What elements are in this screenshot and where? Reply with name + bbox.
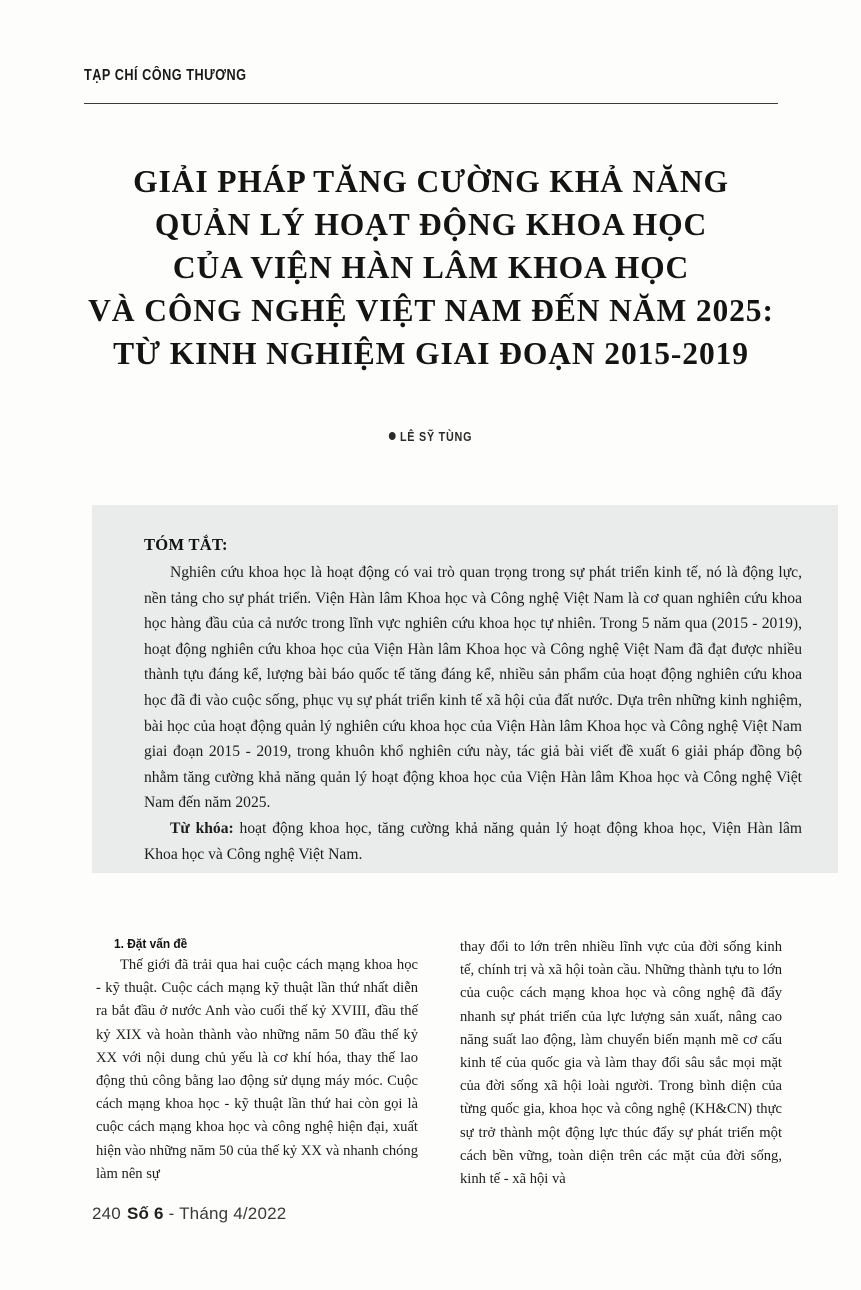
abstract-panel — [92, 505, 838, 873]
right-column-paragraph: thay đổi to lớn trên nhiều lĩnh vực của đời sống kinh tế, chính trị và xã hội toàn cầu. Những thành tựu to lớn của cuộc cách mạng khoa học và công nghệ đã đẩy nhanh sự phát triển của lực lượng sản xuất, nâng cao năng suất lao động, làm chuyển biến mạnh mẽ cơ cấu kinh tế của quốc gia và làm thay đổi sâu sắc mọi mặt của đời sống xã hội loài người. Trong bình diện của từng quốc gia, khoa học và công nghệ (KH&CN) thực sự trở thành một động lực thúc đẩy sự phát triển một cách bền vững, toàn diện trên các mặt của đời sống, kinh tế - xã hội và — [460, 939, 782, 1188]
running-header — [84, 68, 778, 84]
section-heading-1: 1. Đặt vấn đề — [114, 936, 188, 951]
author-byline — [66, 428, 796, 446]
header-divider — [84, 103, 778, 104]
title-line-3: CỦA VIỆN HÀN LÂM KHOA HỌC — [172, 250, 690, 285]
bullet-icon — [389, 432, 396, 440]
journal-name: TẠP CHÍ CÔNG THƯƠNG — [84, 67, 247, 84]
page-footer — [92, 1204, 286, 1224]
abstract-heading: TÓM TẮT: — [144, 535, 228, 554]
right-column — [460, 936, 782, 1188]
title-line-4: VÀ CÔNG NGHỆ VIỆT NAM ĐẾN NĂM 2025: — [88, 293, 774, 328]
abstract-keywords — [144, 816, 802, 867]
author-name: LÊ SỸ TÙNG — [400, 430, 473, 444]
title-line-5: TỪ KINH NGHIỆM GIAI ĐOẠN 2015-2019 — [113, 336, 749, 371]
article-title — [66, 160, 796, 375]
body-columns — [96, 936, 782, 1188]
title-line-2: QUẢN LÝ HOẠT ĐỘNG KHOA HỌC — [154, 207, 708, 242]
issue-number: Số 6 — [126, 1204, 164, 1223]
author-name-wrapper — [389, 430, 472, 444]
keywords-text: hoạt động khoa học, tăng cường khả năng quản lý hoạt động khoa học, Viện Hàn lâm Khoa học và Công nghệ Việt Nam. — [144, 819, 802, 863]
title-line-1: GIẢI PHÁP TĂNG CƯỜNG KHẢ NĂNG — [133, 164, 729, 199]
page-number: 240 — [92, 1204, 121, 1223]
left-column — [96, 936, 418, 1184]
abstract-body: Nghiên cứu khoa học là hoạt động có vai trò quan trọng trong sự phát triển kinh tế, nó là động lực, nền tảng cho sự phát triển. Viện Hàn lâm Khoa học và Công nghệ Việt Nam là cơ quan nghiên cứu khoa học hàng đầu của cả nước trong lĩnh vực nghiên cứu khoa học tự nhiên. Trong 5 năm qua (2015 - 2019), hoạt động nghiên cứu khoa học của Viện Hàn lâm Khoa học và Công nghệ Việt Nam đã đạt được nhiều thành tựu đáng kể, lượng bài báo quốc tế tăng đáng kể, nhiều sản phẩm của hoạt động nghiên cứu khoa học đã đi vào cuộc sống, phục vụ sự phát triển kinh tế xã hội của đất nước. Dựa trên những kinh nghiệm, bài học của hoạt động quản lý nghiên cứu khoa học của Viện Hàn lâm Khoa học và Công nghệ Việt Nam giai đoạn 2015 - 2019, trong khuôn khổ nghiên cứu này, tác giả bài viết đề xuất 6 giải pháp đồng bộ nhằm tăng cường khả năng quản lý hoạt động khoa học của Viện Hàn lâm Khoa học và Công nghệ Việt Nam đến năm 2025. — [144, 564, 802, 812]
left-column-paragraph: Thế giới đã trải qua hai cuộc cách mạng khoa học - kỹ thuật. Cuộc cách mạng kỹ thuật lần thứ nhất diễn ra bắt đầu ở nước Anh vào cuối thế kỷ XVIII, đầu thế kỷ XIX và hoàn thành vào những năm 50 đầu thế kỷ XX với nội dung chủ yếu là cơ khí hóa, thay thế lao động thủ công bằng lao động sử dụng máy móc. Cuộc cách mạng khoa học - kỹ thuật lần thứ hai còn gọi là cuộc cách mạng khoa học và công nghệ hiện đại, xuất hiện vào những năm 50 của thế kỷ XX và nhanh chóng làm nên sự — [96, 957, 419, 1182]
issue-date: - Tháng 4/2022 — [168, 1204, 287, 1223]
keywords-label: Từ khóa: — [170, 819, 234, 837]
